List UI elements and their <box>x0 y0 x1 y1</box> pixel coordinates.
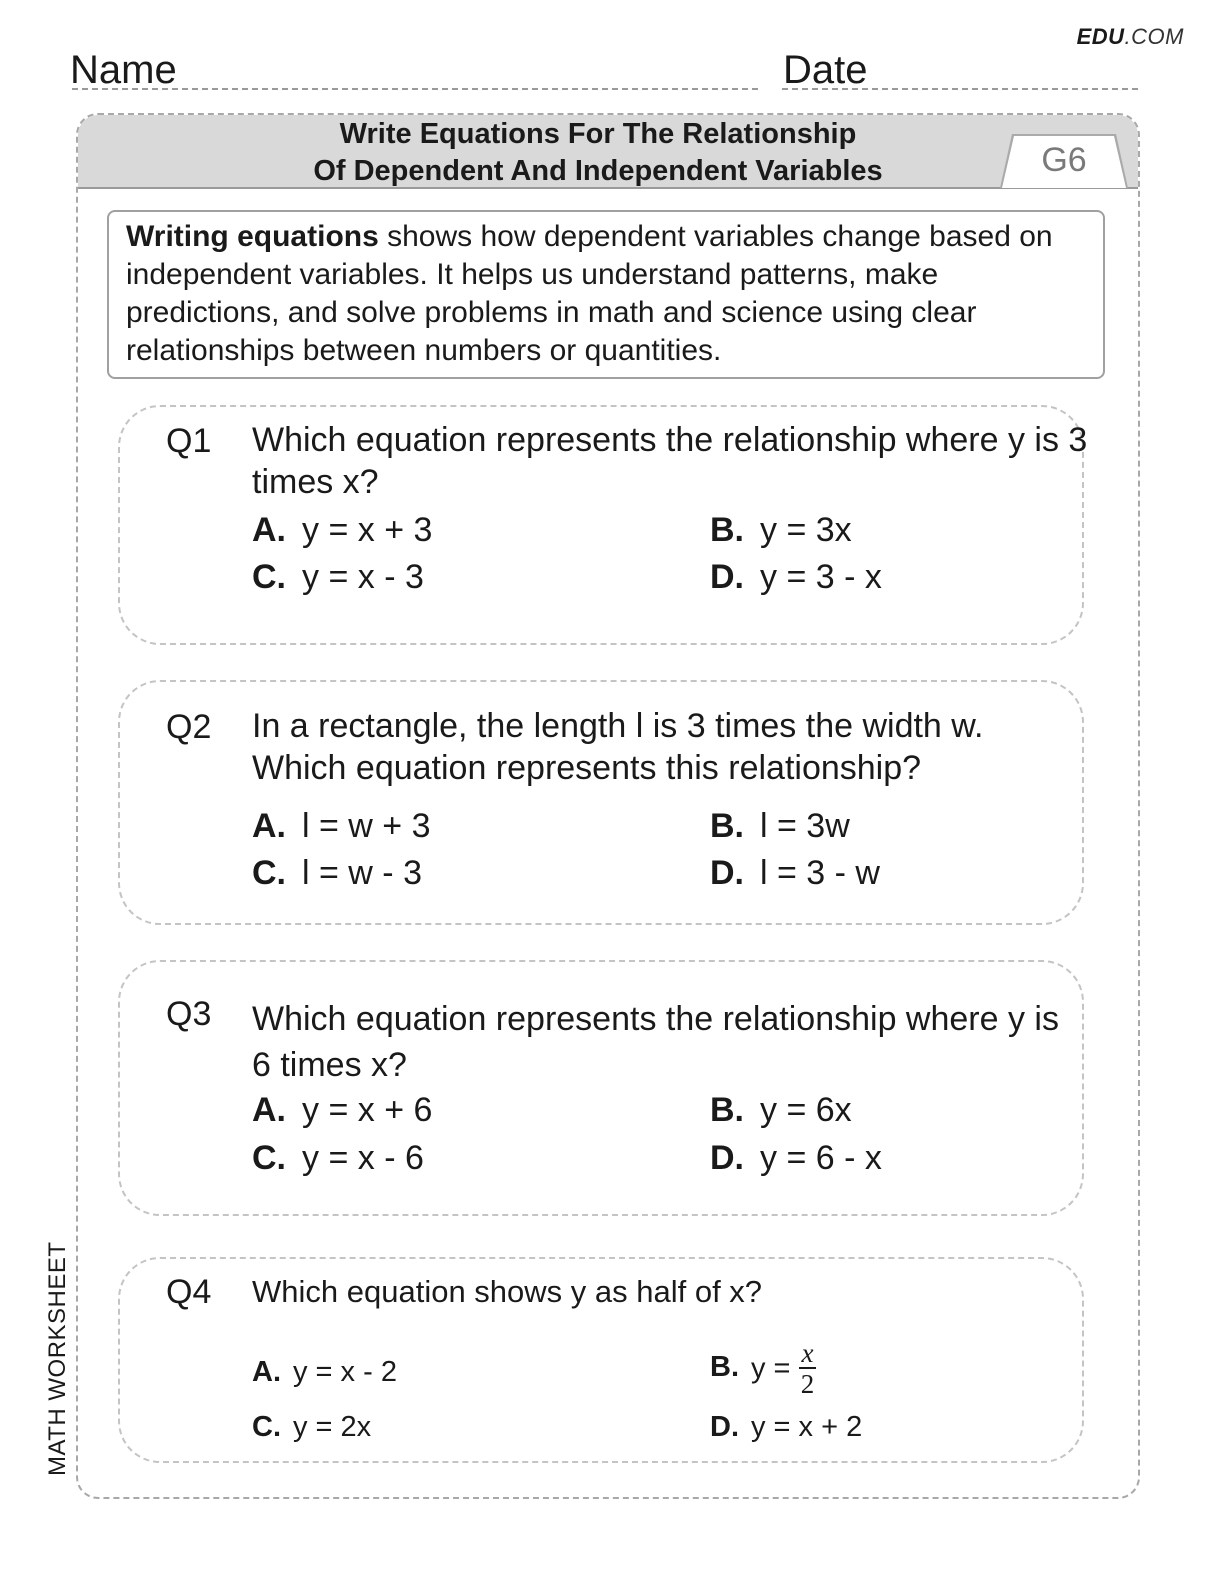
question-2-line-1: In a rectangle, the length l is 3 times the width w. <box>252 707 984 745</box>
intro-text: shows how dependent variables change based on independent variables. It helps us understand patterns, make predictions, and solve problems in math and science using clear relationships between numbers or quantities. <box>126 220 1053 367</box>
option-value: y = 6 - x <box>760 1139 882 1177</box>
math-worksheet-label: MATH WORKSHEET <box>44 1241 71 1476</box>
option-value: y = 3 - x <box>760 558 882 596</box>
option-letter: C. <box>252 558 286 596</box>
q4-option-b[interactable] <box>710 1340 816 1397</box>
intro-box <box>107 210 1105 379</box>
name-label: Name <box>70 48 177 92</box>
q2-option-b[interactable] <box>710 806 850 846</box>
option-letter: B. <box>710 1091 744 1129</box>
option-value: y = x + 2 <box>751 1411 863 1443</box>
date-line <box>782 88 1138 90</box>
option-letter: D. <box>710 1411 739 1443</box>
option-letter: C. <box>252 1411 281 1443</box>
question-text-2 <box>252 705 1122 789</box>
option-value: l = w - 3 <box>302 854 422 892</box>
worksheet-title <box>200 116 996 190</box>
question-3-line-1: Which equation represents the relationship where y is <box>252 1000 1059 1038</box>
q2-option-a[interactable] <box>252 806 431 846</box>
fraction-numerator: x <box>799 1340 817 1369</box>
question-text-3 <box>252 996 1122 1088</box>
option-value: y = x + 6 <box>302 1091 433 1129</box>
grade-label: G6 <box>1041 141 1087 179</box>
option-letter: D. <box>710 854 744 892</box>
option-value: l = w + 3 <box>302 807 431 845</box>
question-number-3: Q3 <box>166 995 212 1033</box>
option-letter: B. <box>710 807 744 845</box>
option-value: y = 2x <box>293 1411 372 1443</box>
q1-option-a[interactable] <box>252 510 432 550</box>
q4-option-a[interactable] <box>252 1352 397 1392</box>
title-line-1: Write Equations For The Relationship <box>339 118 857 150</box>
option-value: l = 3 - w <box>760 854 880 892</box>
q4-option-c[interactable] <box>252 1407 371 1447</box>
option-letter: B. <box>710 511 744 549</box>
option-value: y = 6x <box>760 1091 852 1129</box>
intro-bold: Writing equations <box>126 220 379 253</box>
q3-option-b[interactable] <box>710 1090 852 1130</box>
option-letter: A. <box>252 1356 281 1388</box>
logo-bold: EDU <box>1076 24 1125 49</box>
option-letter: D. <box>710 1139 744 1177</box>
fraction <box>799 1340 817 1397</box>
question-number-4: Q4 <box>166 1273 212 1311</box>
option-letter: B. <box>710 1351 739 1384</box>
q3-option-a[interactable] <box>252 1090 432 1130</box>
option-letter: A. <box>252 511 286 549</box>
question-3-line-2: 6 times x? <box>252 1046 407 1084</box>
logo-regular: .COM <box>1124 24 1184 49</box>
option-value: l = 3w <box>760 807 850 845</box>
option-letter: D. <box>710 558 744 596</box>
name-line <box>72 88 758 90</box>
q3-option-d[interactable] <box>710 1138 882 1178</box>
fraction-denominator: 2 <box>800 1369 815 1399</box>
option-value: y = x - 3 <box>302 558 424 596</box>
question-number-1: Q1 <box>166 422 212 460</box>
option-value: y = <box>751 1352 791 1385</box>
q3-option-c[interactable] <box>252 1138 424 1178</box>
question-text-1: Which equation represents the relationship where y is 3 times x? <box>252 421 1088 501</box>
option-value: y = x + 3 <box>302 511 433 549</box>
date-label: Date <box>783 48 868 92</box>
option-letter: A. <box>252 1091 286 1129</box>
option-letter: C. <box>252 1139 286 1177</box>
option-value: y = x - 2 <box>293 1356 397 1388</box>
q1-option-d[interactable] <box>710 557 882 597</box>
q4-option-d[interactable] <box>710 1407 862 1447</box>
question-number-2: Q2 <box>166 708 212 746</box>
question-2-line-2: Which equation represents this relationship? <box>252 749 922 787</box>
option-letter: A. <box>252 807 286 845</box>
option-value: y = 3x <box>760 511 852 549</box>
question-text-4: Which equation shows y as half of x? <box>252 1274 763 1309</box>
title-line-2: Of Dependent And Independent Variables <box>313 155 883 187</box>
q2-option-d[interactable] <box>710 853 880 893</box>
q2-option-c[interactable] <box>252 853 422 893</box>
q1-option-b[interactable] <box>710 510 852 550</box>
q1-option-c[interactable] <box>252 557 424 597</box>
option-letter: C. <box>252 854 286 892</box>
option-value: y = x - 6 <box>302 1139 424 1177</box>
edu-logo <box>1077 24 1184 50</box>
